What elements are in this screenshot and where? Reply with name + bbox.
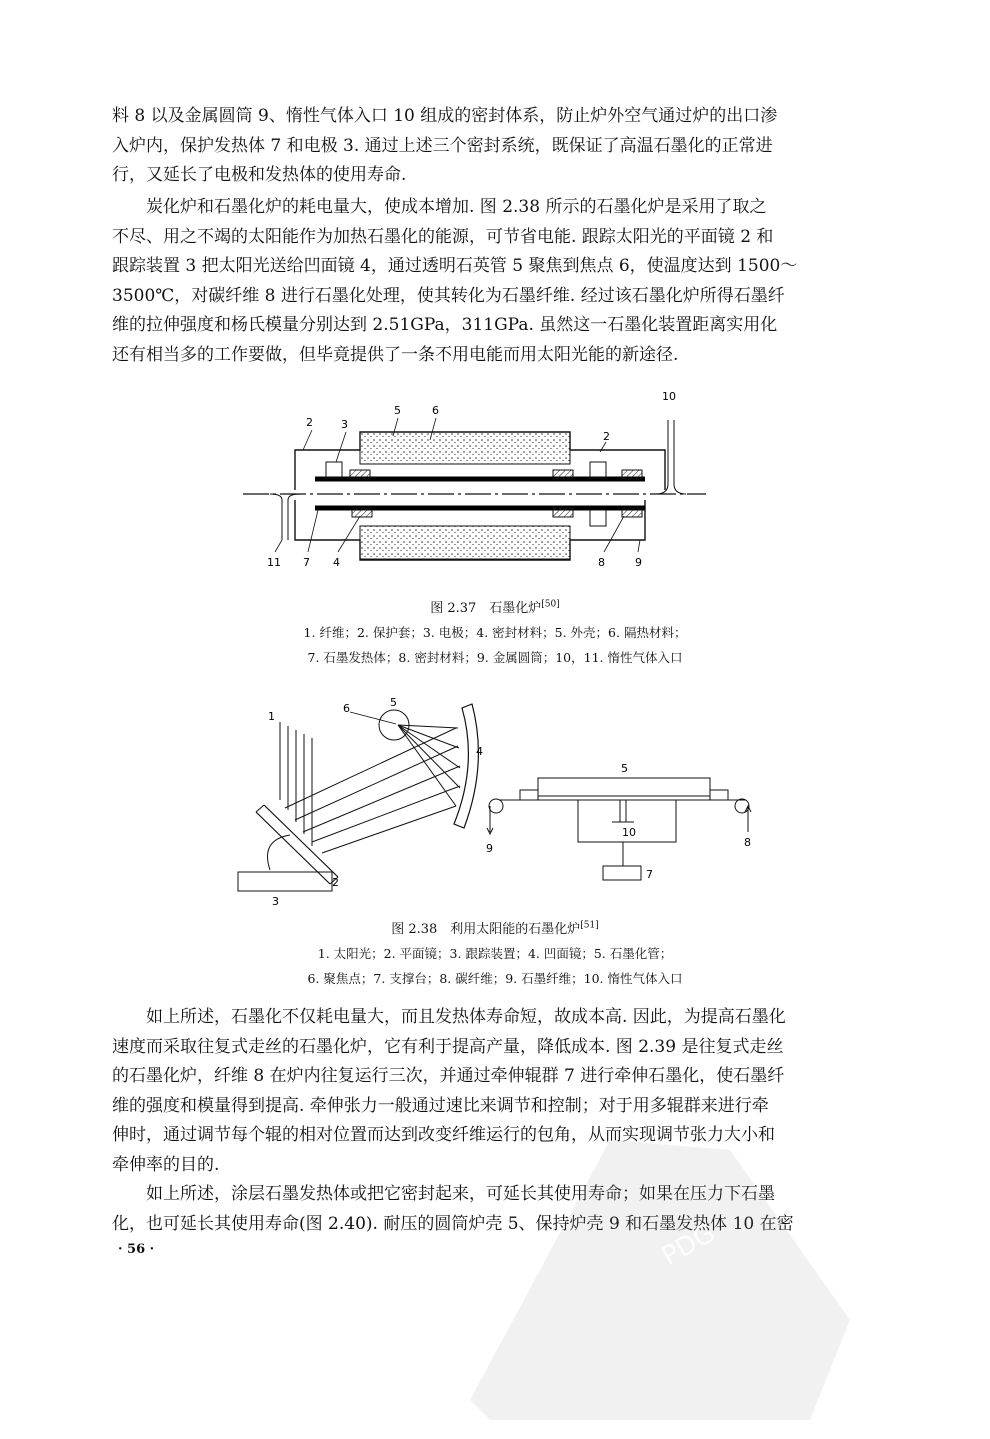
text-line: 不尽、用之不竭的太阳能作为加热石墨化的能源，可节省电能. 跟踪太阳光的平面镜 2 和 (112, 226, 774, 247)
label-10: 10 (662, 390, 676, 403)
label-2b: 2 (603, 430, 610, 443)
label-6: 6 (343, 702, 350, 715)
label-2a: 2 (306, 416, 313, 429)
text-line: 牵伸率的目的. (112, 1154, 220, 1175)
text-line: 如上所述，涂层石墨发热体或把它密封起来，可延长其使用寿命；如果在压力下石墨 (146, 1184, 775, 1204)
label-9: 9 (486, 842, 493, 855)
text-line: 伸时，通过调节每个辊的相对位置而达到改变纤维运行的包角，从而实现调节张力大小和 (112, 1125, 775, 1145)
text-line: 化，也可延长其使用寿命(图 2.40). 耐压的圆筒炉壳 5、保持炉壳 9 和石墨发热体 10 在密 (112, 1213, 794, 1234)
text-line: 炭化炉和石墨化炉的耗电量大，使成本增加. 图 2.38 所示的石墨化炉是采用了取之 (146, 197, 767, 217)
label-4: 4 (333, 556, 340, 569)
paragraph-1 (112, 102, 838, 191)
insulation-top (360, 432, 570, 464)
graphitization-tube (538, 778, 710, 796)
figure-2-37-legend-1: 1. 纤维；2. 保护套；3. 电极；4. 密封材料；5. 外壳；6. 隔热材料； (303, 625, 687, 640)
support-stand (603, 866, 641, 880)
text-line: 还有相当多的工作要做，但毕竟提供了一条不用电能而用太阳光能的新途径. (112, 344, 679, 365)
label-8: 8 (598, 556, 605, 569)
label-3: 3 (272, 895, 279, 908)
label-11: 11 (267, 556, 281, 569)
label-1: 1 (268, 710, 275, 723)
text-line: 跟踪装置 3 把太阳光送给凹面镜 4，通过透明石英管 5 聚焦到焦点 6，使温度达到 1500～ (112, 256, 798, 276)
text-line: 速度而采取往复式走丝的石墨化炉，它有利于提高产量，降低成本. 图 2.39 是往复式走丝 (112, 1036, 784, 1057)
caption-title: 图 2.37 石墨化炉 (430, 601, 542, 616)
text-line: 入炉内，保护发热体 7 和电极 3. 通过上述三个密封系统，既保证了高温石墨化的正常进 (112, 135, 773, 156)
watermark-text: PDG (656, 1218, 721, 1272)
label-5: 5 (394, 404, 401, 417)
figure-2-37-legend-2: 7. 石墨发热体；8. 密封材料；9. 金属圆筒；10，11. 惰性气体入口 (307, 650, 683, 665)
tracking-device (238, 872, 332, 891)
insulation-bottom (360, 526, 570, 559)
figure-2-37-diagram (240, 385, 710, 585)
text-line: 料 8 以及金属圆筒 9、惰性气体入口 10 组成的密封体系，防止炉外空气通过炉的出口渗 (112, 106, 778, 126)
paragraph-2 (112, 193, 838, 370)
text-line: 维的强度和模量得到提高. 牵伸张力一般通过速比来调节和控制；对于用多辊群来进行牵 (112, 1095, 769, 1116)
figure-2-38-legend-2: 6. 聚焦点；7. 支撑台；8. 碳纤维；9. 石墨纤维；10. 惰性气体入口 (307, 971, 683, 986)
watermark-stamp (430, 1120, 870, 1420)
figure-2-38-legend-1: 1. 太阳光；2. 平面镜；3. 跟踪装置；4. 凹面镜；5. 石墨化管； (317, 946, 673, 961)
figure-2-38-diagram (230, 690, 770, 910)
caption-title: 图 2.38 利用太阳能的石墨化炉 (391, 922, 581, 937)
text-line: 行，又延长了电极和发热体的使用寿命. (112, 165, 407, 185)
label-9: 9 (635, 556, 642, 569)
text-line: 的石墨化炉，纤维 8 在炉内往复运行三次，并通过牵伸辊群 7 进行牵伸石墨化，使石墨纤 (112, 1066, 785, 1086)
label-7: 7 (303, 556, 310, 569)
text-line: 如上所述，石墨化不仅耗电量大，而且发热体寿命短，故成本高. 因此，为提高石墨化 (146, 1007, 786, 1027)
label-2: 2 (332, 876, 339, 889)
caption-ref: [51] (580, 920, 599, 931)
label-3: 3 (341, 418, 348, 431)
page-number: · 56 · (118, 1242, 155, 1257)
text-line: 3500℃，对碳纤维 8 进行石墨化处理，使其转化为石墨纤维. 经过该石墨化炉所得石墨纤 (112, 285, 785, 306)
label-7: 7 (646, 868, 653, 881)
label-10: 10 (622, 826, 636, 839)
label-6: 6 (432, 404, 439, 417)
label-5-left: 5 (390, 696, 397, 709)
figure-2-37-caption (0, 597, 990, 616)
caption-ref: [50] (541, 599, 560, 610)
text-line: 维的拉伸强度和杨氏模量分别达到 2.51GPa，311GPa. 虽然这一石墨化装置距离实用化 (112, 315, 778, 335)
label-5-right: 5 (621, 762, 628, 775)
label-4: 4 (476, 745, 483, 758)
figure-2-38-caption (0, 918, 990, 937)
label-8: 8 (744, 836, 751, 849)
